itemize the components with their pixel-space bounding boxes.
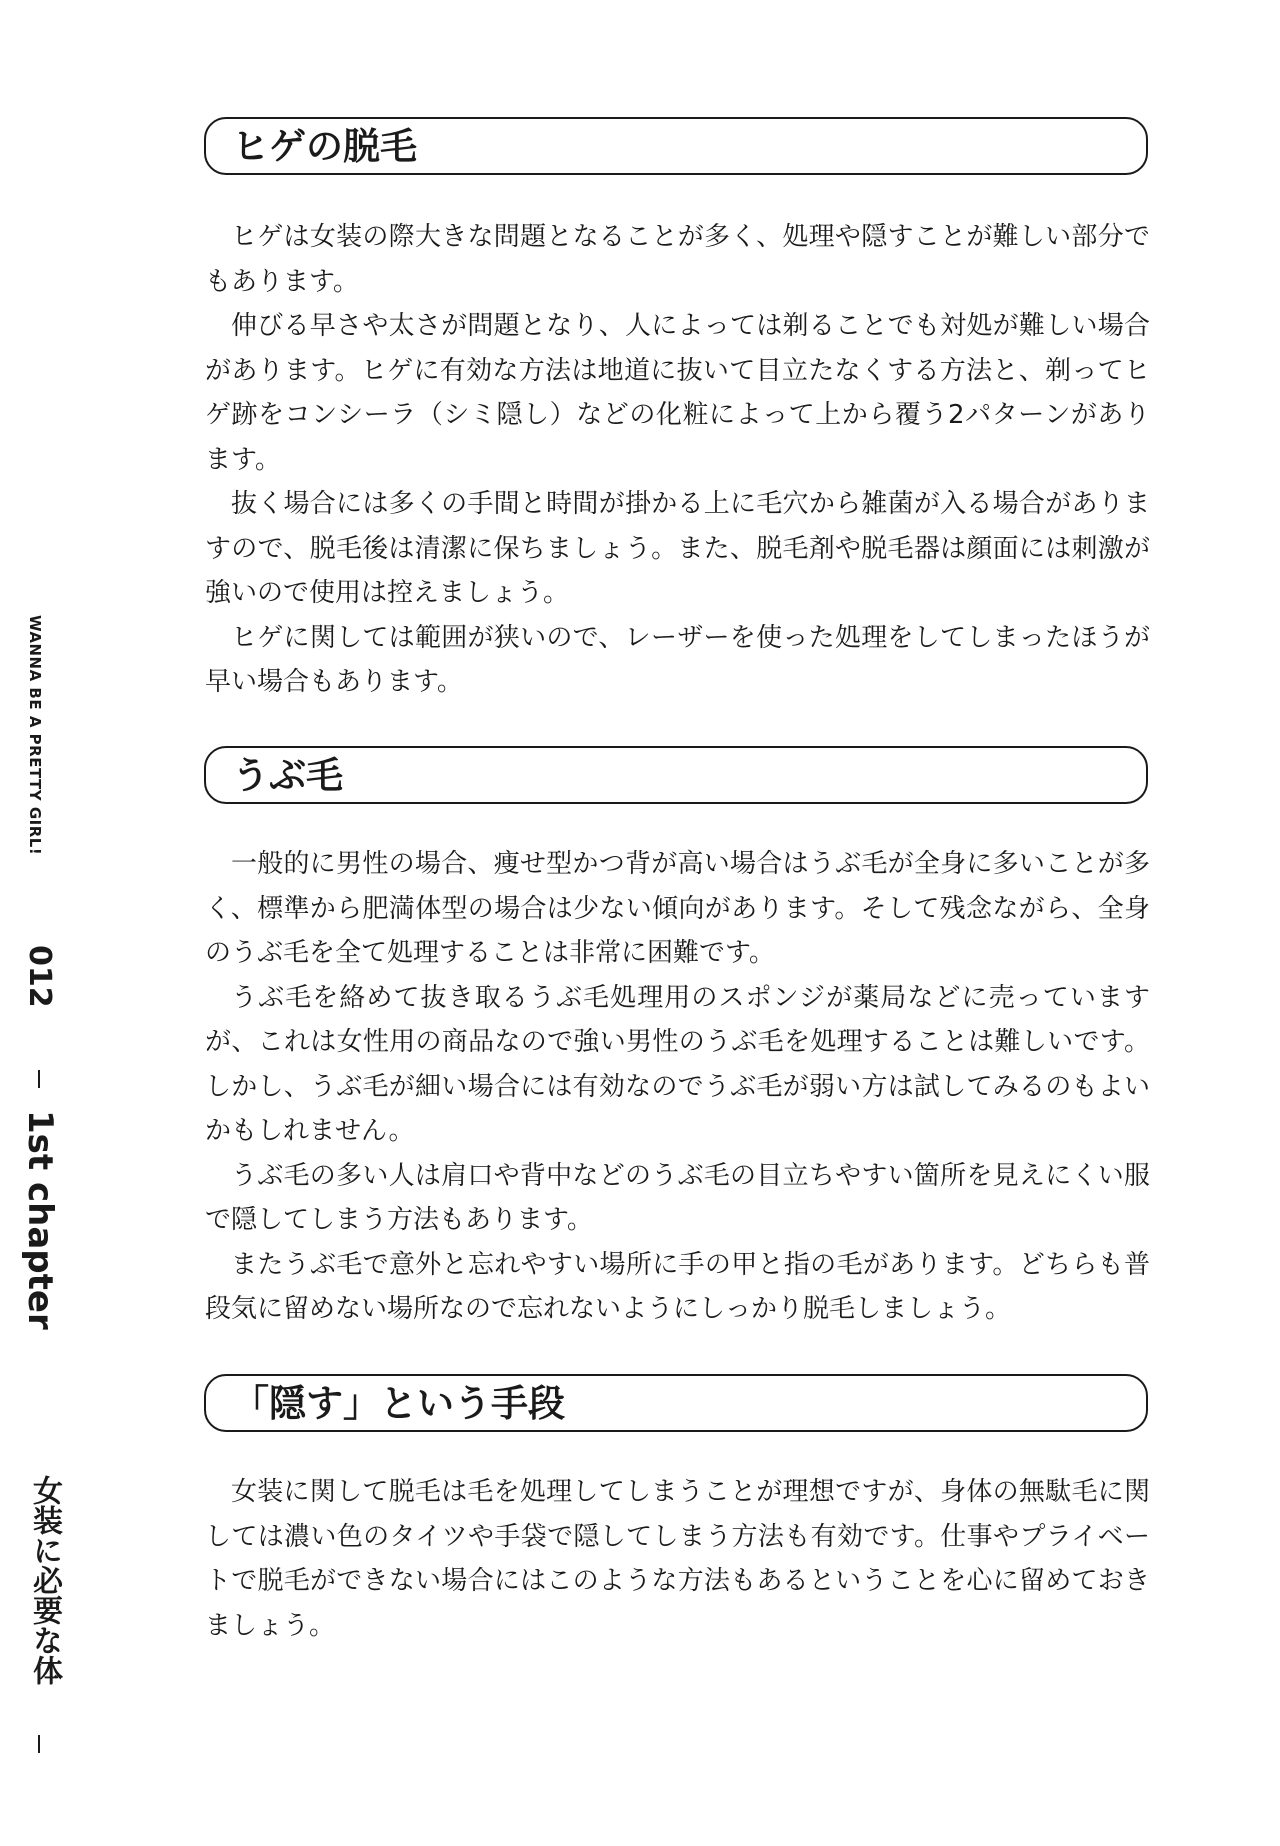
section-body-hiding: [205, 1470, 1150, 1648]
page-number: 012: [22, 945, 57, 1008]
section-header-beard: [204, 117, 1148, 175]
section-header-vellus-hair: [204, 746, 1148, 804]
section-title: ヒゲの脱毛: [232, 125, 417, 168]
section-body-vellus-hair: [205, 842, 1150, 1332]
section-body-beard: [205, 215, 1150, 705]
chapter-label: 1st chapter: [20, 1110, 60, 1330]
divider: [38, 1070, 40, 1088]
section-title: 「隠す」という手段: [232, 1382, 565, 1425]
paragraph: うぶ毛を絡めて抜き取るうぶ毛処理用のスポンジが薬局などに売っていますが、これは女性用の商品なので強い男性のうぶ毛を処理することは難しいです。しかし、うぶ毛が細い場合には有効なのでうぶ毛が弱い方は試してみるのもよいかもしれません。: [205, 982, 1150, 1146]
paragraph: ヒゲは女装の際大きな問題となることが多く、処理や隠すことが難しい部分でもあります。: [205, 222, 1150, 297]
paragraph: ヒゲに関しては範囲が狭いので、レーザーを使った処理をしてしまったほうが早い場合もあります。: [205, 622, 1150, 697]
side-running-header: [16, 615, 66, 1755]
section-title: うぶ毛: [232, 754, 343, 797]
paragraph: うぶ毛の多い人は肩口や背中などのうぶ毛の目立ちやすい箇所を見えにくい服で隠してしまう方法もあります。: [205, 1160, 1150, 1235]
paragraph: またうぶ毛で意外と忘れやすい場所に手の甲と指の毛があります。どちらも普段気に留めない場所なので忘れないようにしっかり脱毛しましょう。: [205, 1249, 1150, 1324]
series-title: WANNA BE A PRETTY GIRL!: [26, 615, 44, 856]
paragraph: 女装に関して脱毛は毛を処理してしまうことが理想ですが、身体の無駄毛に関しては濃い色のタイツや手袋で隠してしまう方法も有効です。仕事やプライベートで脱毛ができない場合にはこのような方法もあるということを心に留めておきましょう。: [205, 1477, 1150, 1641]
paragraph: 抜く場合には多くの手間と時間が掛かる上に毛穴から雑菌が入る場合がありますので、脱毛後は清潔に保ちましょう。また、脱毛剤や脱毛器は顔面には刺激が強いので使用は控えましょう。: [205, 489, 1150, 608]
chapter-title: 女装に必要な体: [27, 1475, 62, 1685]
section-header-hiding: [204, 1374, 1148, 1432]
paragraph: 一般的に男性の場合、痩せ型かつ背が高い場合はうぶ毛が全身に多いことが多く、標準から肥満体型の場合は少ない傾向があります。そして残念ながら、全身のうぶ毛を全て処理することは非常に困難です。: [205, 849, 1150, 968]
paragraph: 伸びる早さや太さが問題となり、人によっては剃ることでも対処が難しい場合があります。ヒゲに有効な方法は地道に抜いて目立たなくする方法と、剃ってヒゲ跡をコンシーラ（シミ隠し）などの化粧によって上から覆う2パターンがあります。: [205, 311, 1150, 475]
divider: [38, 1735, 40, 1753]
